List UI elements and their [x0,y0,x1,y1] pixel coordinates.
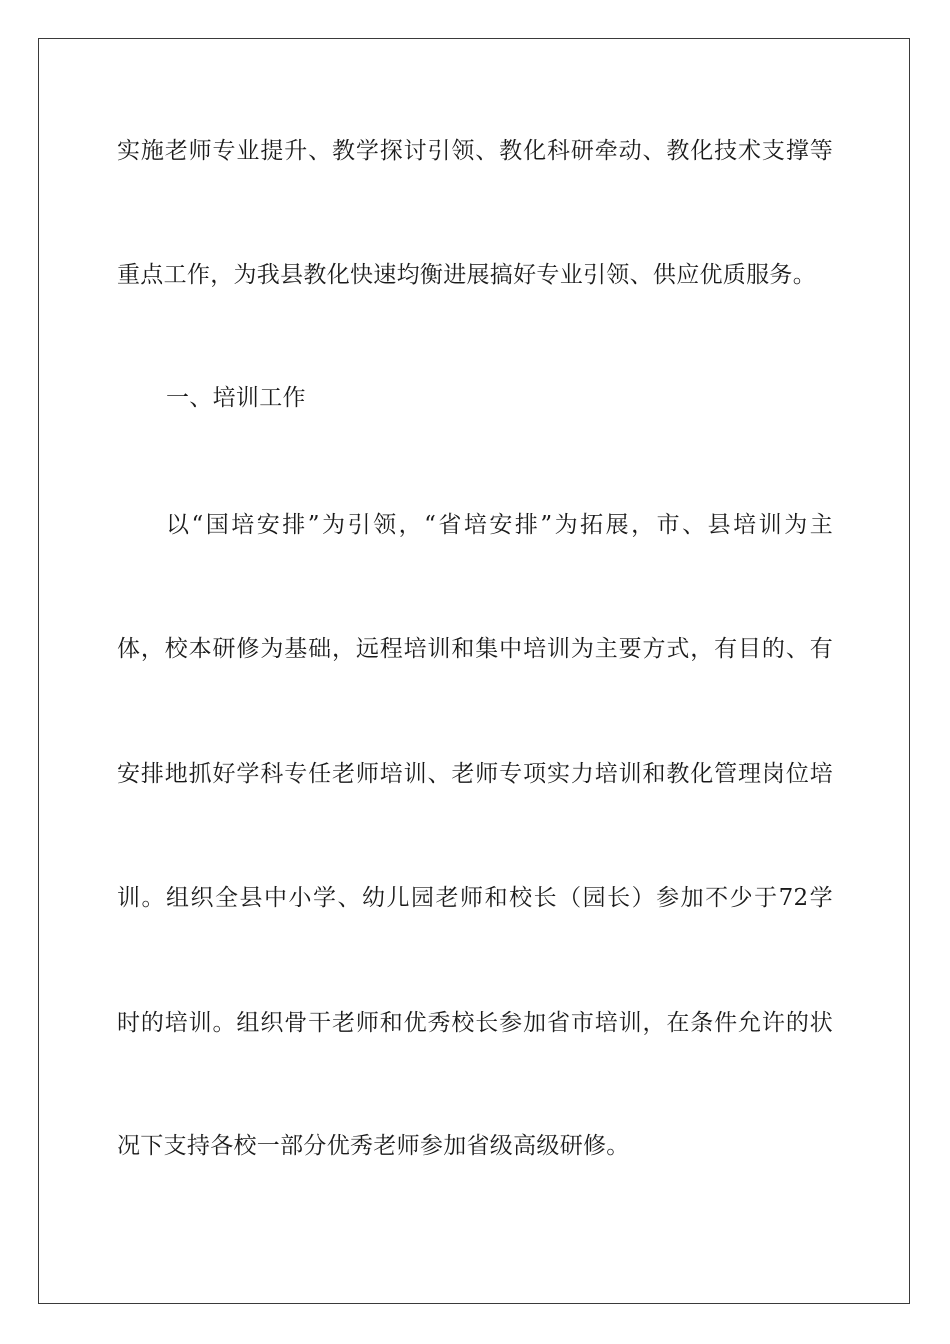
page-frame [38,38,910,1304]
body-text-line: 况下支持各校一部分优秀老师参加省级高级研修。 [117,1133,630,1159]
body-text-line: 安排地抓好学科专任老师培训、老师专项实力培训和教化管理岗位培 [117,761,833,787]
section-heading: 一、培训工作 [166,385,306,411]
body-text-line: 重点工作，为我县教化快速均衡进展搞好专业引领、供应优质服务。 [117,262,816,288]
body-text-line: 训。组织全县中小学、幼儿园老师和校长（园长）参加不少于72学 [117,885,833,911]
body-text-line: 体，校本研修为基础，远程培训和集中培训为主要方式，有目的、有 [117,636,833,662]
body-text-line: 以“国培安排”为引领，“省培安排”为拓展，市、县培训为主 [166,512,833,538]
body-text-line: 实施老师专业提升、教学探讨引领、教化科研牵动、教化技术支撑等 [117,138,833,164]
body-text-line: 时的培训。组织骨干老师和优秀校长参加省市培训，在条件允许的状 [117,1010,833,1036]
